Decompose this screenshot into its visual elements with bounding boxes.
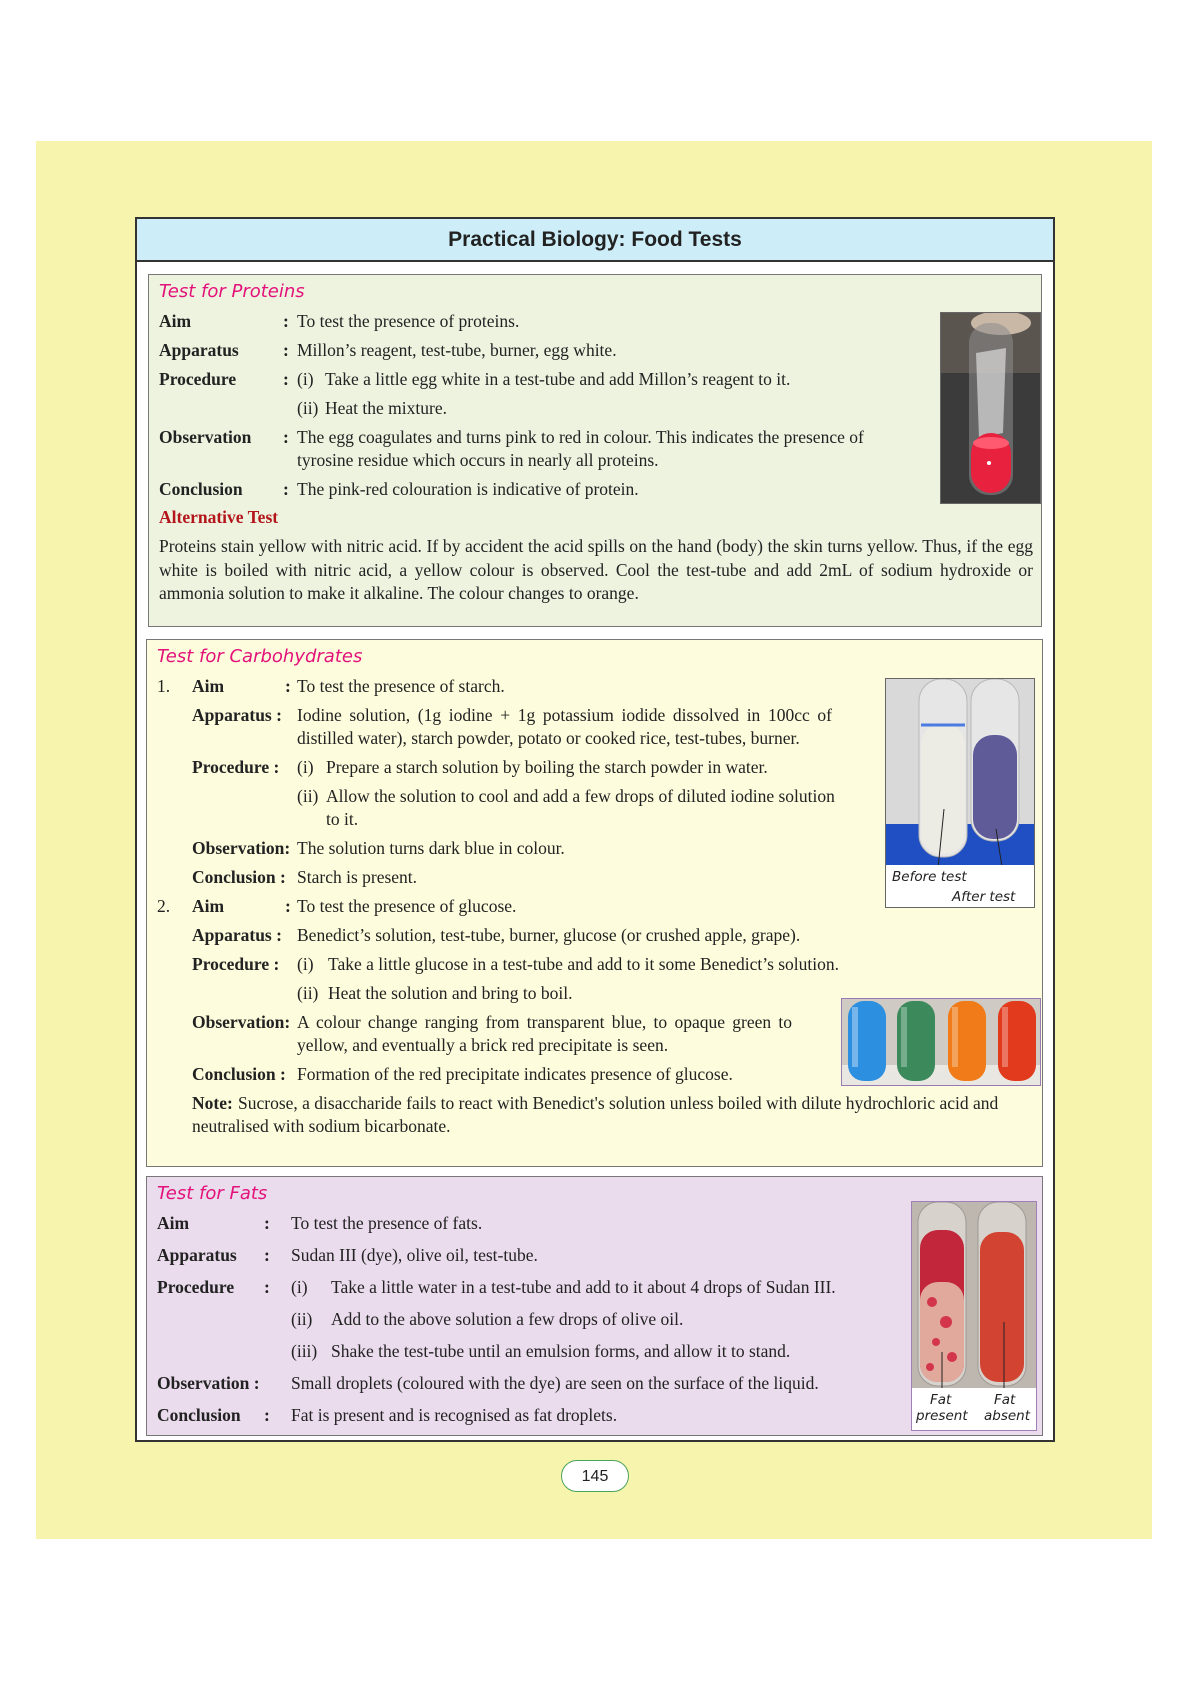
procedure-step-text: Allow the solution to cool and add a few drops of diluted iodine solution to it.: [326, 786, 835, 829]
note-label: Note:: [192, 1093, 233, 1113]
procedure-step-number: (ii): [291, 1309, 313, 1329]
conclusion-label: Conclusion :: [192, 867, 286, 887]
procedure-step-number: (ii): [297, 983, 319, 1003]
colon: :: [285, 676, 291, 696]
carbohydrates-section: [146, 639, 1043, 1167]
aim-label: Aim: [159, 311, 192, 331]
conclusion-label: Conclusion: [157, 1405, 241, 1425]
iodine-test-tubes-icon: [886, 679, 1035, 865]
procedure-label: Procedure :: [192, 954, 280, 974]
observation-value: A colour change ranging from transparent blue, to opaque green to yellow, and eventually a brick red precipitate is seen.: [297, 1012, 792, 1055]
aim-value: To test the presence of glucose.: [297, 896, 517, 916]
apparatus-value: Sudan III (dye), olive oil, test-tube.: [291, 1245, 538, 1265]
aim-label: Aim: [192, 896, 225, 916]
colon: :: [285, 896, 291, 916]
proteins-title: Test for Proteins: [159, 281, 305, 302]
carbs-procedure-row-2: [157, 785, 837, 831]
conclusion-value: The pink-red colouration is indicative of protein.: [297, 479, 639, 499]
page-title: Practical Biology: Food Tests: [137, 219, 1053, 262]
apparatus-label: Apparatus: [159, 340, 239, 360]
procedure-step-text: Prepare a starch solution by boiling the starch powder in water.: [326, 757, 768, 777]
fats-section: [146, 1176, 1043, 1436]
procedure-step-number: (i): [291, 1277, 308, 1297]
aim-label: Aim: [192, 676, 225, 696]
observation-label: Observation:: [192, 838, 291, 858]
proteins-observation-row: [159, 426, 879, 472]
millon-test-tube-photo: [940, 312, 1041, 504]
carbs-apparatus-row-1: [157, 704, 832, 750]
procedure-step-text: Take a little water in a test-tube and add to it about 4 drops of Sudan III.: [331, 1277, 836, 1297]
alternative-test-title: Alternative Test: [159, 507, 279, 527]
procedure-step-number: (i): [297, 757, 314, 777]
conclusion-value: Fat is present and is recognised as fat droplets.: [291, 1405, 618, 1425]
conclusion-label: Conclusion: [159, 479, 243, 499]
before-test-caption: Before test: [892, 869, 967, 885]
aim-label: Aim: [157, 1213, 190, 1233]
apparatus-value: Iodine solution, (1g iodine + 1g potassium iodide dissolved in 100cc of distilled water), starch powder, potato or cooked rice, test-tubes, burner.: [297, 705, 832, 748]
colon: :: [264, 1277, 270, 1297]
observation-value: The solution turns dark blue in colour.: [297, 838, 565, 858]
test-number: 2.: [157, 896, 171, 916]
carbohydrates-title: Test for Carbohydrates: [157, 646, 363, 667]
procedure-step-number: (ii): [297, 786, 319, 806]
after-test-caption: After test: [952, 889, 1016, 905]
colon: :: [283, 479, 289, 499]
observation-label: Observation :: [157, 1373, 260, 1393]
benedict-test-photo: [841, 998, 1041, 1086]
apparatus-label: Apparatus: [157, 1245, 237, 1265]
procedure-step-text: Take a little egg white in a test-tube and add Millon’s reagent to it.: [325, 369, 791, 389]
fat-present-caption-line-2: present: [916, 1408, 968, 1424]
aim-value: To test the presence of fats.: [291, 1213, 483, 1233]
colon: :: [283, 369, 289, 389]
procedure-step-number: (iii): [291, 1341, 318, 1361]
procedure-step-number: (i): [297, 954, 314, 974]
page-number: 145: [561, 1460, 629, 1492]
apparatus-value: Benedict’s solution, test-tube, burner, glucose (or crushed apple, grape).: [297, 925, 801, 945]
content-frame: [135, 217, 1055, 1442]
carbs-observation-row-2: [157, 1011, 797, 1057]
red-test-tube-icon: [941, 313, 1041, 504]
colon: :: [264, 1405, 270, 1425]
conclusion-label: Conclusion :: [192, 1064, 286, 1084]
procedure-label: Procedure :: [192, 757, 280, 777]
sudan-test-photo: [911, 1201, 1037, 1431]
carbs-note-row: [192, 1092, 1032, 1138]
starch-test-photo: [885, 678, 1035, 908]
colon: :: [283, 340, 289, 360]
procedure-step-text: Shake the test-tube until an emulsion forms, and allow it to stand.: [331, 1341, 791, 1361]
colon: :: [264, 1245, 270, 1265]
apparatus-value: Millon’s reagent, test-tube, burner, egg white.: [297, 340, 617, 360]
observation-label: Observation:: [192, 1012, 291, 1032]
conclusion-value: Formation of the red precipitate indicates presence of glucose.: [297, 1064, 733, 1084]
colon: :: [264, 1213, 270, 1233]
fats-title: Test for Fats: [157, 1183, 268, 1204]
test-number: 1.: [157, 676, 171, 696]
procedure-label: Procedure: [157, 1277, 235, 1297]
observation-label: Observation: [159, 427, 252, 447]
procedure-step-text: Add to the above solution a few drops of olive oil.: [331, 1309, 684, 1329]
procedure-step-text: Heat the mixture.: [325, 398, 447, 418]
conclusion-value: Starch is present.: [297, 867, 418, 887]
note-text: Sucrose, a disaccharide fails to react with Benedict's solution unless boiled with dilute hydrochloric acid and neutralised with sodium bicarbonate.: [192, 1093, 999, 1136]
colon: :: [283, 427, 289, 447]
fat-absent-caption-line-2: absent: [984, 1408, 1031, 1424]
procedure-label: Procedure: [159, 369, 237, 389]
apparatus-label: Apparatus :: [192, 925, 282, 945]
fat-present-caption-line-1: Fat: [930, 1392, 952, 1408]
colon: :: [283, 311, 289, 331]
procedure-step-number: (ii): [297, 398, 319, 418]
benedict-test-tubes-icon: [842, 999, 1041, 1086]
fat-absent-caption-line-1: Fat: [994, 1392, 1016, 1408]
observation-value: Small droplets (coloured with the dye) are seen on the surface of the liquid.: [291, 1373, 819, 1393]
observation-value: The egg coagulates and turns pink to red in colour. This indicates the presence of tyrosine residue which occurs in nearly all proteins.: [297, 427, 864, 470]
aim-value: To test the presence of proteins.: [297, 311, 520, 331]
apparatus-label: Apparatus :: [192, 705, 282, 725]
aim-value: To test the presence of starch.: [297, 676, 505, 696]
proteins-section: [148, 274, 1042, 627]
sudan-test-tubes-icon: [912, 1202, 1037, 1388]
alternative-test-text: Proteins stain yellow with nitric acid. If by accident the acid spills on the hand (body) the skin turns yellow. Thus, if the egg white is boiled with nitric acid, a yellow colour is observed. Cool the test-tube and add 2mL of sodium hydroxide or ammonia solution to make it alkaline. The colour changes to orange.: [159, 536, 1033, 603]
procedure-step-text: Take a little glucose in a test-tube and add to it some Benedict’s solution.: [328, 954, 840, 974]
procedure-step-text: Heat the solution and bring to boil.: [328, 983, 573, 1003]
procedure-step-number: (i): [297, 369, 314, 389]
